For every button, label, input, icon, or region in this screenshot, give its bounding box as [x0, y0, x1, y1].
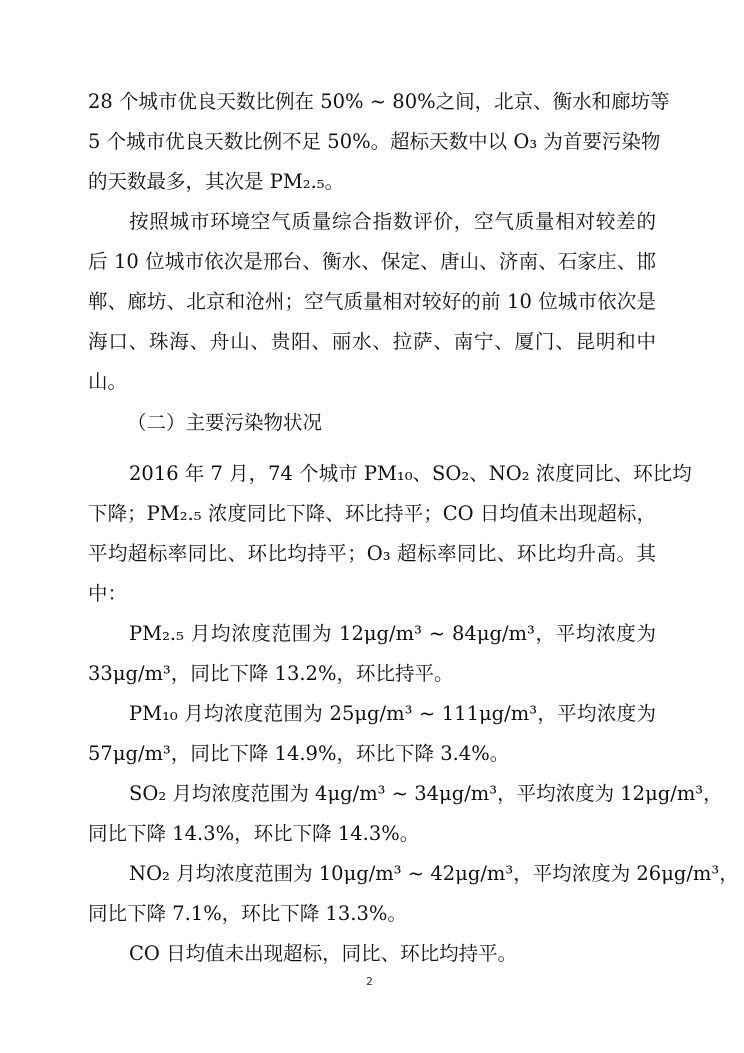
no2-line-2: 同比下降 7.1%，环比下降 13.3%。	[88, 902, 407, 925]
paragraph-1-line-1: 28 个城市优良天数比例在 50% ~ 80%之间，北京、衡水和廊坊等	[88, 90, 670, 113]
pm25-line-1: PM₂.₅ 月均浓度范围为 12μg/m³ ~ 84μg/m³，平均浓度为	[129, 622, 656, 645]
section-heading: （二）主要污染物状况	[127, 411, 323, 434]
so2-line-2: 同比下降 14.3%，环比下降 14.3%。	[88, 822, 420, 845]
paragraph-2-line-5: 山。	[88, 370, 128, 393]
paragraph-3-line-4: 中：	[88, 582, 128, 605]
page-number: 2	[366, 975, 373, 988]
pm25-line-2: 33μg/m³，同比下降 13.2%，环比持平。	[88, 662, 454, 685]
paragraph-2-line-4: 海口、珠海、舟山、贵阳、丽水、拉萨、南宁、厦门、昆明和中	[88, 330, 656, 353]
pm10-line-2: 57μg/m³，同比下降 14.9%，环比下降 3.4%。	[88, 742, 510, 765]
paragraph-1-line-2: 5 个城市优良天数比例不足 50%。超标天数中以 O₃ 为首要污染物	[88, 130, 661, 153]
paragraph-2-line-3: 郸、廊坊、北京和沧州；空气质量相对较好的前 10 位城市依次是	[88, 290, 656, 313]
pm10-line-1: PM₁₀ 月均浓度范围为 25μg/m³ ~ 111μg/m³，平均浓度为	[129, 702, 656, 725]
no2-line-1: NO₂ 月均浓度范围为 10μg/m³ ~ 42μg/m³，平均浓度为 26μg/m³，	[129, 862, 739, 885]
paragraph-3-line-3: 平均超标率同比、环比均持平；O₃ 超标率同比、环比均升高。其	[88, 542, 656, 565]
paragraph-2-line-1: 按照城市环境空气质量综合指数评价，空气质量相对较差的	[129, 210, 656, 233]
paragraph-1-line-3: 的天数最多，其次是 PM₂.₅。	[88, 170, 345, 193]
paragraph-3-line-1: 2016 年 7 月，74 个城市 PM₁₀、SO₂、NO₂ 浓度同比、环比均	[129, 462, 692, 485]
co-line-1: CO 日均值未出现超标，同比、环比均持平。	[129, 942, 518, 965]
paragraph-2-line-2: 后 10 位城市依次是邢台、衡水、保定、唐山、济南、石家庄、邯	[88, 250, 656, 273]
so2-line-1: SO₂ 月均浓度范围为 4μg/m³ ~ 34μg/m³，平均浓度为 12μg/m³，	[129, 782, 723, 805]
paragraph-3-line-2: 下降；PM₂.₅ 浓度同比下降、环比持平；CO 日均值未出现超标，	[88, 502, 656, 525]
